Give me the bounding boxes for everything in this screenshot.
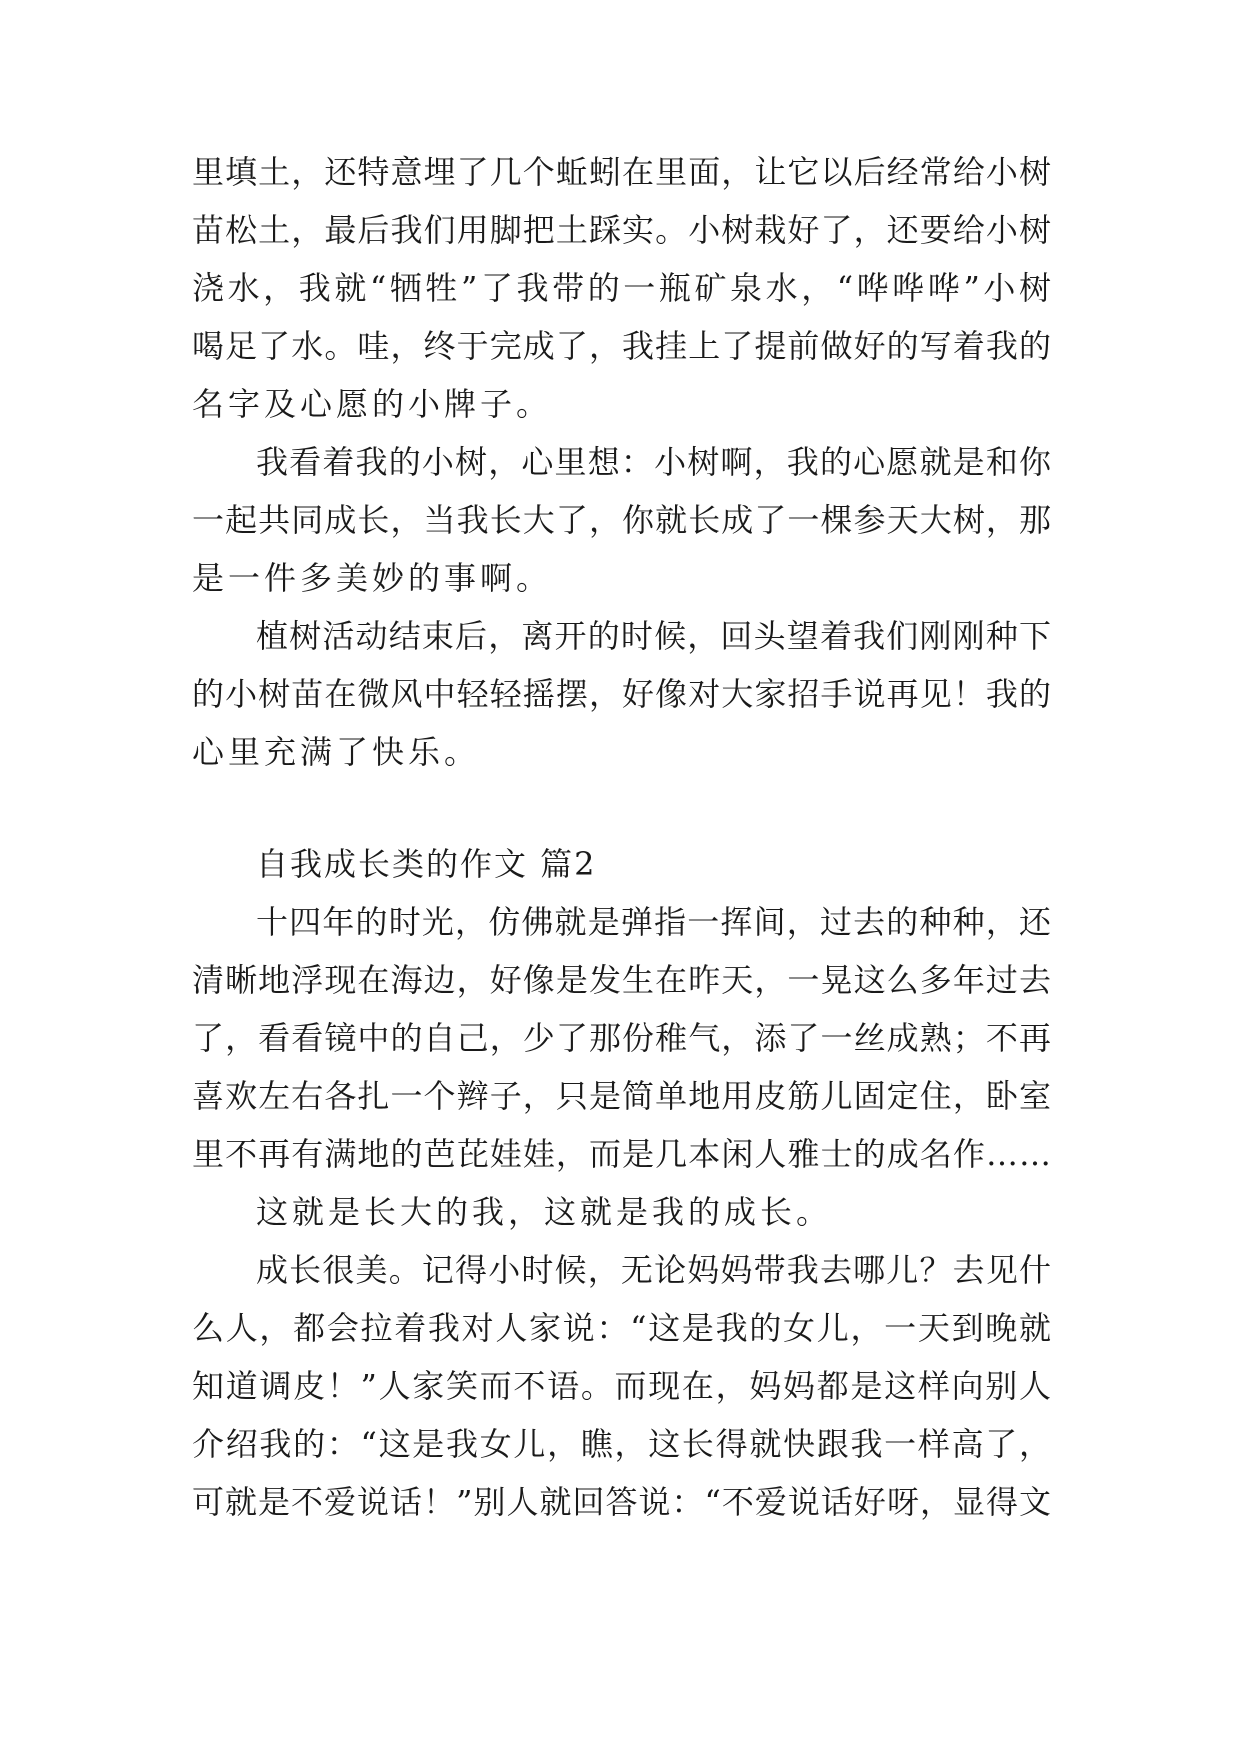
paragraph-line: 么人，都会拉着我对人家说：“这是我的女儿，一天到晚就: [192, 1309, 1052, 1347]
paragraph-line: 介绍我的：“这是我女儿，瞧，这长得就快跟我一样高了，: [192, 1425, 1052, 1463]
paragraph-line: 喜欢左右各扎一个辫子，只是简单地用皮筋儿固定住，卧室: [192, 1077, 1052, 1115]
paragraph-line: 浇水，我就“牺牲”了我带的一瓶矿泉水，“哗哗哗”小树: [192, 269, 1052, 307]
paragraph-line: 里填土，还特意埋了几个蚯蚓在里面，让它以后经常给小树: [192, 153, 1052, 191]
paragraph-line: 喝足了水。哇，终于完成了，我挂上了提前做好的写着我的: [192, 327, 1052, 365]
paragraph-line: 这就是长大的我，这就是我的成长。: [256, 1193, 833, 1231]
paragraph-line: 我看着我的小树，心里想：小树啊，我的心愿就是和你: [256, 443, 1052, 481]
paragraph-line: 名字及心愿的小牌子。: [192, 385, 553, 423]
paragraph-line: 的小树苗在微风中轻轻摇摆，好像对大家招手说再见！我的: [192, 675, 1052, 713]
paragraph-line: 可就是不爱说话！”别人就回答说：“不爱说话好呀，显得文: [192, 1483, 1052, 1521]
paragraph-line: 清晰地浮现在海边，好像是发生在昨天，一晃这么多年过去: [192, 961, 1052, 999]
paragraph-line: 十四年的时光，仿佛就是弹指一挥间，过去的种种，还: [256, 903, 1052, 941]
paragraph-line: 里不再有满地的芭芘娃娃，而是几本闲人雅士的成名作……: [192, 1135, 1052, 1173]
paragraph-line: 是一件多美妙的事啊。: [192, 559, 553, 597]
section-heading: 自我成长类的作文 篇2: [256, 845, 597, 883]
paragraph-line: 心里充满了快乐。: [192, 733, 481, 771]
paragraph-line: 了，看看镜中的自己，少了那份稚气，添了一丝成熟；不再: [192, 1019, 1052, 1057]
paragraph-line: 一起共同成长，当我长大了，你就长成了一棵参天大树，那: [192, 501, 1052, 539]
paragraph-line: 知道调皮！”人家笑而不语。而现在，妈妈都是这样向别人: [192, 1367, 1052, 1405]
paragraph-line: 苗松土，最后我们用脚把土踩实。小树栽好了，还要给小树: [192, 211, 1052, 249]
paragraph-line: 成长很美。记得小时候，无论妈妈带我去哪儿？去见什: [256, 1251, 1052, 1289]
paragraph-line: 植树活动结束后，离开的时候，回头望着我们刚刚种下: [256, 617, 1052, 655]
